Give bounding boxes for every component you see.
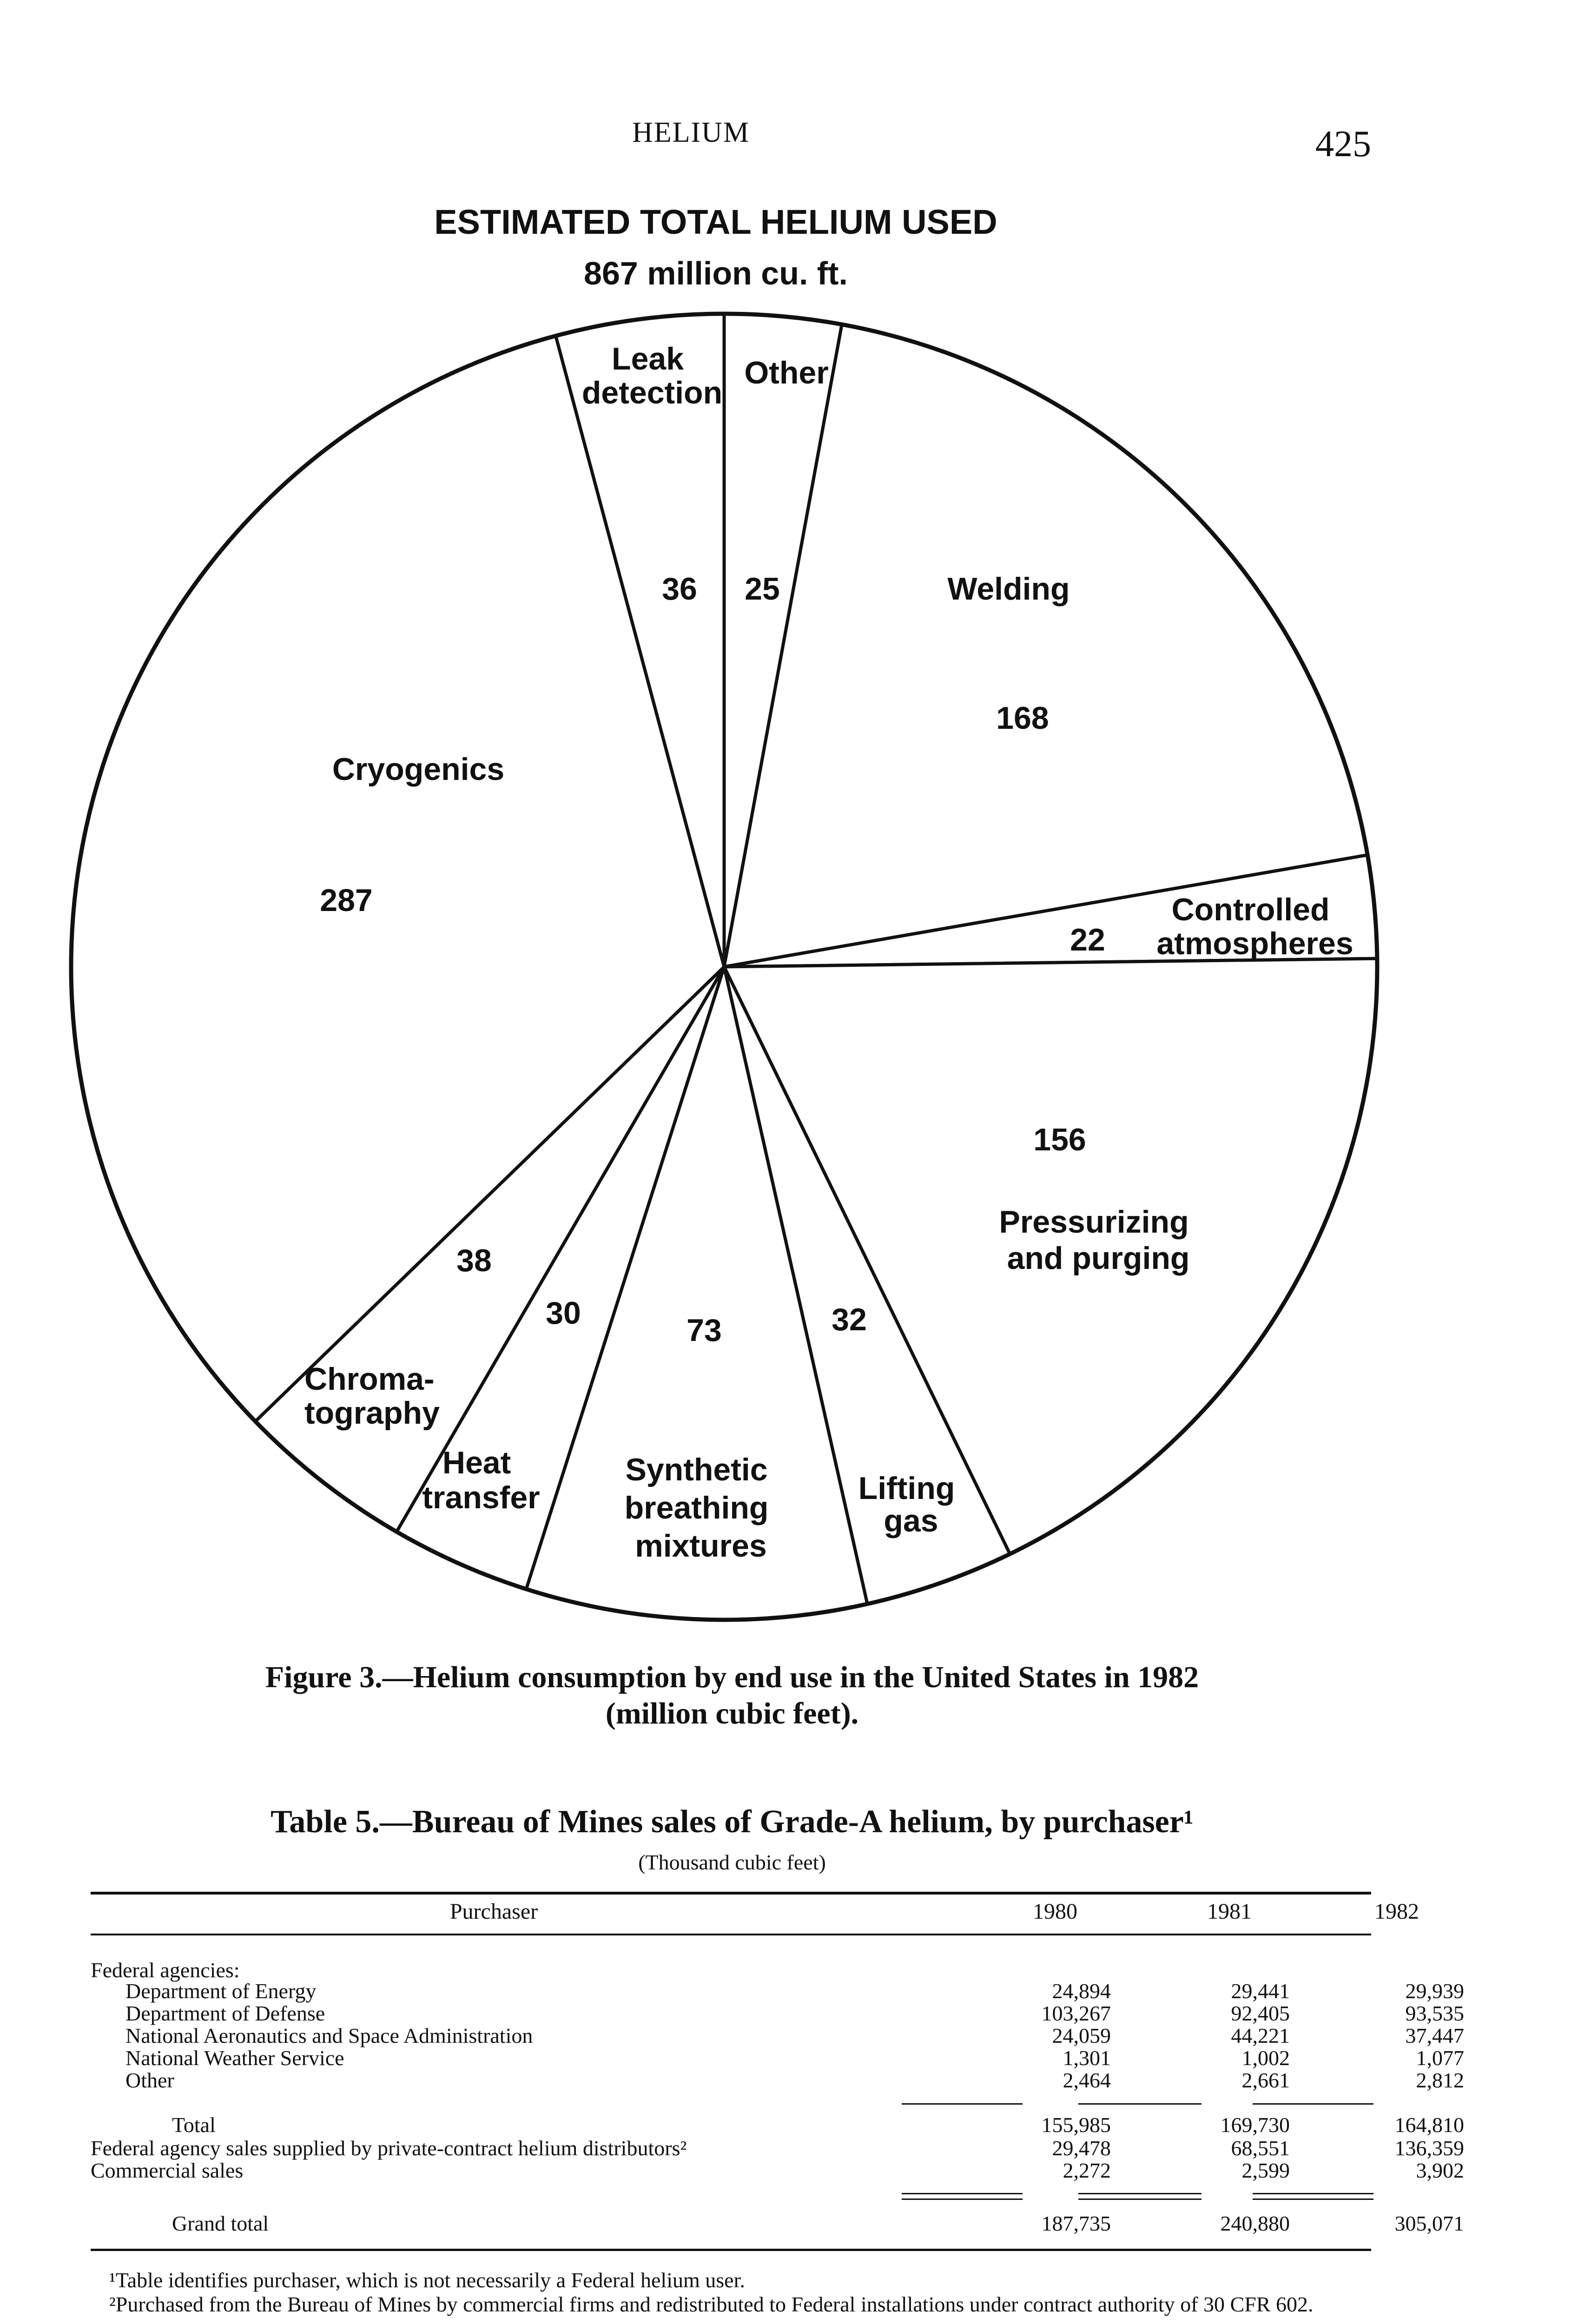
slice-value-lifting: 32 <box>832 1302 867 1337</box>
slice-label-controlled <box>1156 892 1353 961</box>
chart-subtitle: 867 million cu. ft. <box>584 255 848 291</box>
slice-label-welding-line1: Welding <box>947 571 1070 607</box>
cell-1981: 44,221 <box>1231 2024 1290 2047</box>
slice-label-heat-line1: Heat <box>442 1445 511 1480</box>
grand-total-rule-1980a <box>902 2193 1023 2194</box>
slice-value-leak: 36 <box>662 571 697 607</box>
table-total-row <box>91 2113 1464 2137</box>
figure-caption-line1: Figure 3.—Helium consumption by end use in the United States in 1982 <box>265 1660 1199 1694</box>
table-row <box>91 2046 1464 2070</box>
table-header-1981: 1981 <box>1207 1899 1252 1924</box>
table-unit: (Thousand cubic feet) <box>638 1850 826 1874</box>
cell-1982: 29,939 <box>1405 1979 1464 2003</box>
row-label: Total <box>172 2113 216 2137</box>
slice-value-pressurizing: 156 <box>1033 1122 1086 1157</box>
table-row <box>91 2068 1464 2092</box>
table-bottom-rule <box>91 2249 1371 2251</box>
cell-1982: 1,077 <box>1416 2046 1464 2070</box>
row-label: Federal agency sales supplied by private-contract helium distributors² <box>91 2136 687 2160</box>
cell-1980: 29,478 <box>1052 2136 1111 2160</box>
cell-1981: 68,551 <box>1231 2136 1290 2160</box>
cell-1980: 155,985 <box>1041 2113 1111 2137</box>
slice-value-welding: 168 <box>996 700 1049 736</box>
cell-1982: 37,447 <box>1405 2024 1464 2047</box>
slice-value-synthetic: 73 <box>687 1313 722 1348</box>
row-label: Commercial sales <box>91 2159 244 2182</box>
table-row <box>91 2001 1464 2025</box>
slice-value-cryogenics: 287 <box>320 883 373 918</box>
row-label: National Weather Service <box>125 2046 344 2070</box>
pie-slices <box>71 314 1377 1620</box>
slice-label-other <box>744 355 828 390</box>
slice-value-heat: 30 <box>546 1295 581 1331</box>
row-label: Department of Energy <box>125 1979 317 2003</box>
table-title: Table 5.—Bureau of Mines sales of Grade-A helium, by purchaser¹ <box>271 1804 1194 1840</box>
slice-label-lifting-line1: Lifting <box>858 1471 955 1506</box>
row-label: Grand total <box>172 2212 269 2235</box>
figure-caption <box>0 1659 1464 1732</box>
slice-label-welding <box>947 571 1069 607</box>
footnotes <box>91 2268 1373 2317</box>
table-row <box>91 2159 1464 2182</box>
cell-1982: 305,071 <box>1394 2212 1464 2235</box>
table-group-label <box>91 1959 1371 1981</box>
table-row <box>91 2136 1464 2160</box>
table-row <box>91 2024 1464 2047</box>
row-label: National Aeronautics and Space Administration <box>125 2024 533 2047</box>
figure-caption-line2: (million cubic feet). <box>605 1697 859 1730</box>
cell-1982: 3,902 <box>1416 2159 1464 2182</box>
slice-label-lifting-line2: gas <box>884 1503 938 1538</box>
running-head: HELIUM <box>632 117 750 148</box>
slice-label-chroma <box>304 1361 443 1431</box>
cell-1980: 187,735 <box>1041 2212 1111 2235</box>
subtotal-rule-1982 <box>1253 2103 1373 2105</box>
table-header-1982: 1982 <box>1374 1899 1419 1924</box>
grand-total-rule-1981a <box>1078 2193 1202 2194</box>
cell-1982: 164,810 <box>1394 2113 1464 2137</box>
table-header-rule <box>91 1934 1371 1935</box>
slice-label-synthetic-line2: breathing <box>624 1490 769 1525</box>
cell-1980: 1,301 <box>1063 2046 1111 2070</box>
table-header-row <box>91 1899 1419 1931</box>
footnote-1: ¹Table identifies purchaser, which is not necessarily a Federal helium user. <box>109 2268 745 2292</box>
table-row <box>91 1979 1464 2003</box>
cell-1981: 2,661 <box>1241 2068 1290 2092</box>
table-top-rule <box>91 1892 1371 1895</box>
grand-total-rule-1980b <box>902 2199 1023 2200</box>
cell-1981: 2,599 <box>1241 2159 1290 2182</box>
cell-1981: 169,730 <box>1220 2113 1290 2137</box>
grand-total-rule-1982b <box>1253 2199 1373 2200</box>
cell-1980: 2,464 <box>1063 2068 1111 2092</box>
cell-1980: 24,894 <box>1052 1979 1111 2003</box>
cell-1981: 1,002 <box>1241 2046 1290 2070</box>
slice-value-other: 25 <box>745 571 780 607</box>
slice-value-controlled: 22 <box>1070 922 1105 957</box>
cell-1980: 103,267 <box>1041 2001 1111 2025</box>
slice-label-chroma-line2: tography <box>304 1395 440 1431</box>
cell-1981: 240,880 <box>1220 2212 1290 2235</box>
slice-label-synthetic-line3: mixtures <box>635 1528 767 1564</box>
grand-total-rule-1981b <box>1078 2199 1202 2200</box>
cell-1980: 24,059 <box>1052 2024 1111 2047</box>
slice-value-chroma: 38 <box>456 1243 492 1278</box>
cell-1982: 2,812 <box>1416 2068 1464 2092</box>
chart-title: ESTIMATED TOTAL HELIUM USED <box>434 203 997 241</box>
cell-1981: 29,441 <box>1231 1979 1290 2003</box>
subtotal-rule-1981 <box>1078 2103 1202 2105</box>
cell-1980: 2,272 <box>1063 2159 1111 2182</box>
slice-label-leak-line1: Leak <box>612 341 684 376</box>
table-header-1980: 1980 <box>1033 1899 1077 1924</box>
subtotal-rule-1980 <box>902 2103 1023 2105</box>
table-header-purchaser: Purchaser <box>449 1899 538 1924</box>
grand-total-rule-1982a <box>1253 2193 1373 2194</box>
page-number: 425 <box>1315 124 1371 165</box>
table-group-label-text: Federal agencies: <box>91 1958 240 1982</box>
table-grand-total-row <box>91 2212 1464 2235</box>
slice-label-pressurizing-line1: Pressurizing <box>999 1204 1189 1240</box>
slice-label-controlled-line1: Controlled <box>1171 892 1330 927</box>
slice-label-synthetic-line1: Synthetic <box>625 1452 768 1487</box>
slice-label-heat-line2: transfer <box>422 1480 540 1515</box>
slice-label-leak-line2: detection <box>581 375 723 410</box>
cell-1982: 136,359 <box>1394 2136 1464 2160</box>
slice-label-chroma-line1: Chroma- <box>304 1361 435 1397</box>
slice-label-cryogenics <box>332 752 504 787</box>
slice-label-cryogenics-line1: Cryogenics <box>332 752 505 787</box>
cell-1982: 93,535 <box>1405 2001 1464 2025</box>
slice-label-other-line1: Other <box>744 355 829 390</box>
slice-label-controlled-line2: atmospheres <box>1156 926 1353 961</box>
slice-label-pressurizing-line2: and purging <box>1007 1241 1190 1276</box>
cell-1981: 92,405 <box>1231 2001 1290 2025</box>
row-label: Other <box>125 2068 174 2092</box>
slice-label-synthetic <box>625 1452 778 1564</box>
row-label: Department of Defense <box>125 2001 325 2025</box>
footnote-2: ²Purchased from the Bureau of Mines by commercial firms and redistributed to Federal installations under contract authority of 30 CFR 602. <box>109 2292 1314 2316</box>
